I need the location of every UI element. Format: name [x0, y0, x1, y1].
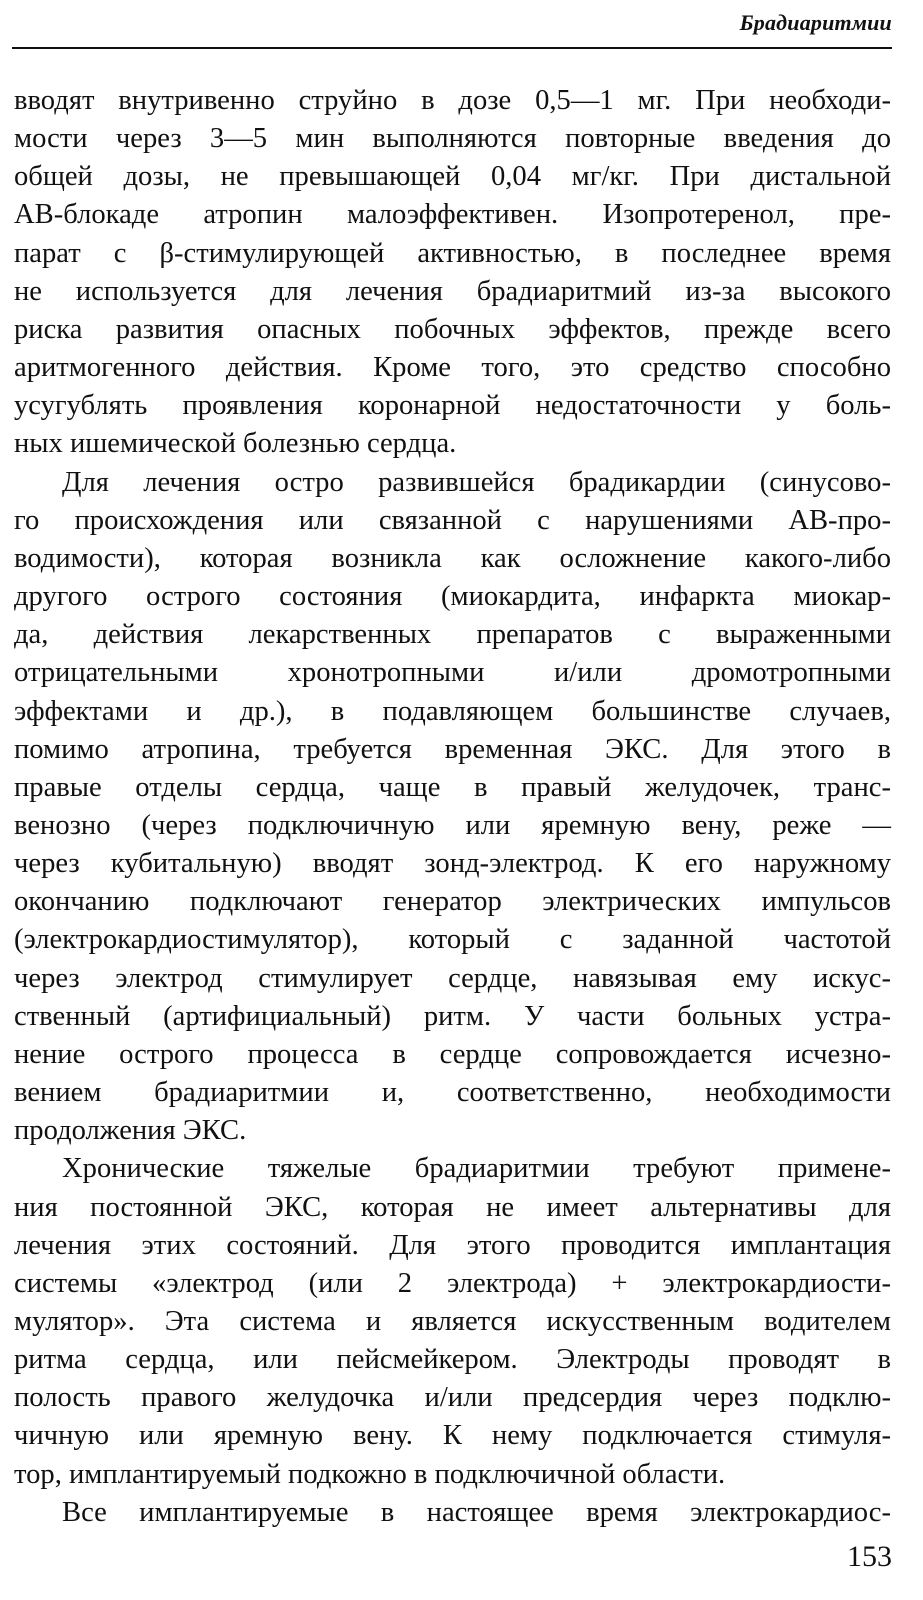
text-line: через кубитальную) вводят зонд-электрод. К его наружному	[14, 848, 891, 880]
paragraph-4	[14, 1494, 891, 1532]
text-line: через электрод стимулирует сердце, навязывая ему искус-	[14, 962, 891, 994]
text-line: окончанию подключают генератор электрических импульсов	[14, 886, 891, 918]
text-line: парат с β-стимулирующей активностью, в последнее время	[14, 237, 891, 269]
text-line: лечения этих состояний. Для этого проводится имплантация	[14, 1229, 891, 1261]
text-line: Все имплантируемые в настоящее время электрокардиос-	[62, 1496, 891, 1528]
paragraph-3	[14, 1150, 891, 1493]
text-line: чичную или яремную вену. К нему подключается стимуля-	[14, 1420, 891, 1452]
text-line: Для лечения остро развившейся брадикардии (синусово-	[62, 466, 891, 498]
page-number: 153	[847, 1540, 892, 1573]
text-line: да, действия лекарственных препаратов с выраженными	[14, 619, 891, 651]
text-line: помимо атропина, требуется временная ЭКС. Для этого в	[14, 733, 891, 765]
text-line: общей дозы, не превышающей 0,04 мг/кг. При дистальной	[14, 161, 891, 193]
running-title: Брадиаритмии	[739, 10, 892, 35]
paragraph-2	[14, 464, 891, 1151]
text-line: вением брадиаритмии и, соответственно, необходимости	[14, 1077, 891, 1109]
text-line: венозно (через подключичную или яремную вену, реже —	[14, 809, 891, 841]
header-rule	[12, 47, 892, 49]
body-text	[14, 82, 891, 1532]
text-line: не используется для лечения брадиаритмий из-за высокого	[14, 275, 891, 307]
text-line: ния постоянной ЭКС, которая не имеет альтернативы для	[14, 1191, 891, 1223]
text-line: аритмогенного действия. Кроме того, это средство способно	[14, 352, 891, 384]
text-line: го происхождения или связанной с нарушениями АВ-про-	[14, 504, 891, 536]
text-line: правые отделы сердца, чаще в правый желудочек, транс-	[14, 771, 891, 803]
text-line: другого острого состояния (миокардита, инфаркта миокар-	[14, 581, 891, 613]
text-line: АВ-блокаде атропин малоэффективен. Изопротеренол, пре-	[14, 199, 891, 231]
paragraph-1	[14, 82, 891, 464]
text-line: отрицательными хронотропными и/или дромотропными	[14, 657, 891, 689]
text-line: тор, имплантируемый подкожно в подключичной области.	[14, 1458, 726, 1490]
text-line: вводят внутривенно струйно в дозе 0,5—1 мг. При необходи-	[14, 85, 891, 116]
text-line: водимости), которая возникла как осложнение какого-либо	[14, 542, 891, 574]
text-line: (электрокардиостимулятор), который с заданной частотой	[14, 924, 891, 956]
text-line: усугублять проявления коронарной недостаточности у боль-	[14, 390, 891, 422]
text-line: нение острого процесса в сердце сопровождается исчезно-	[14, 1038, 891, 1070]
text-line: риска развития опасных побочных эффектов, прежде всего	[14, 313, 891, 345]
text-line: системы «электрод (или 2 электрода) + электрокардиости-	[14, 1267, 891, 1299]
text-line: мости через 3—5 мин выполняются повторные введения до	[14, 123, 891, 155]
text-line: полость правого желудочка и/или предсердия через подклю-	[14, 1382, 891, 1414]
text-line: Хронические тяжелые брадиаритмии требуют примене-	[62, 1153, 891, 1185]
text-line: продолжения ЭКС.	[14, 1115, 247, 1147]
text-line: ственный (артифициальный) ритм. У части больных устра-	[14, 1000, 891, 1032]
text-line: эффектами и др.), в подавляющем большинстве случаев,	[14, 695, 891, 727]
text-line: ритма сердца, или пейсмейкером. Электроды проводят в	[14, 1344, 891, 1376]
text-line: мулятор». Эта система и является искусственным водителем	[14, 1306, 891, 1337]
text-line: ных ишемической болезнью сердца.	[14, 428, 457, 460]
